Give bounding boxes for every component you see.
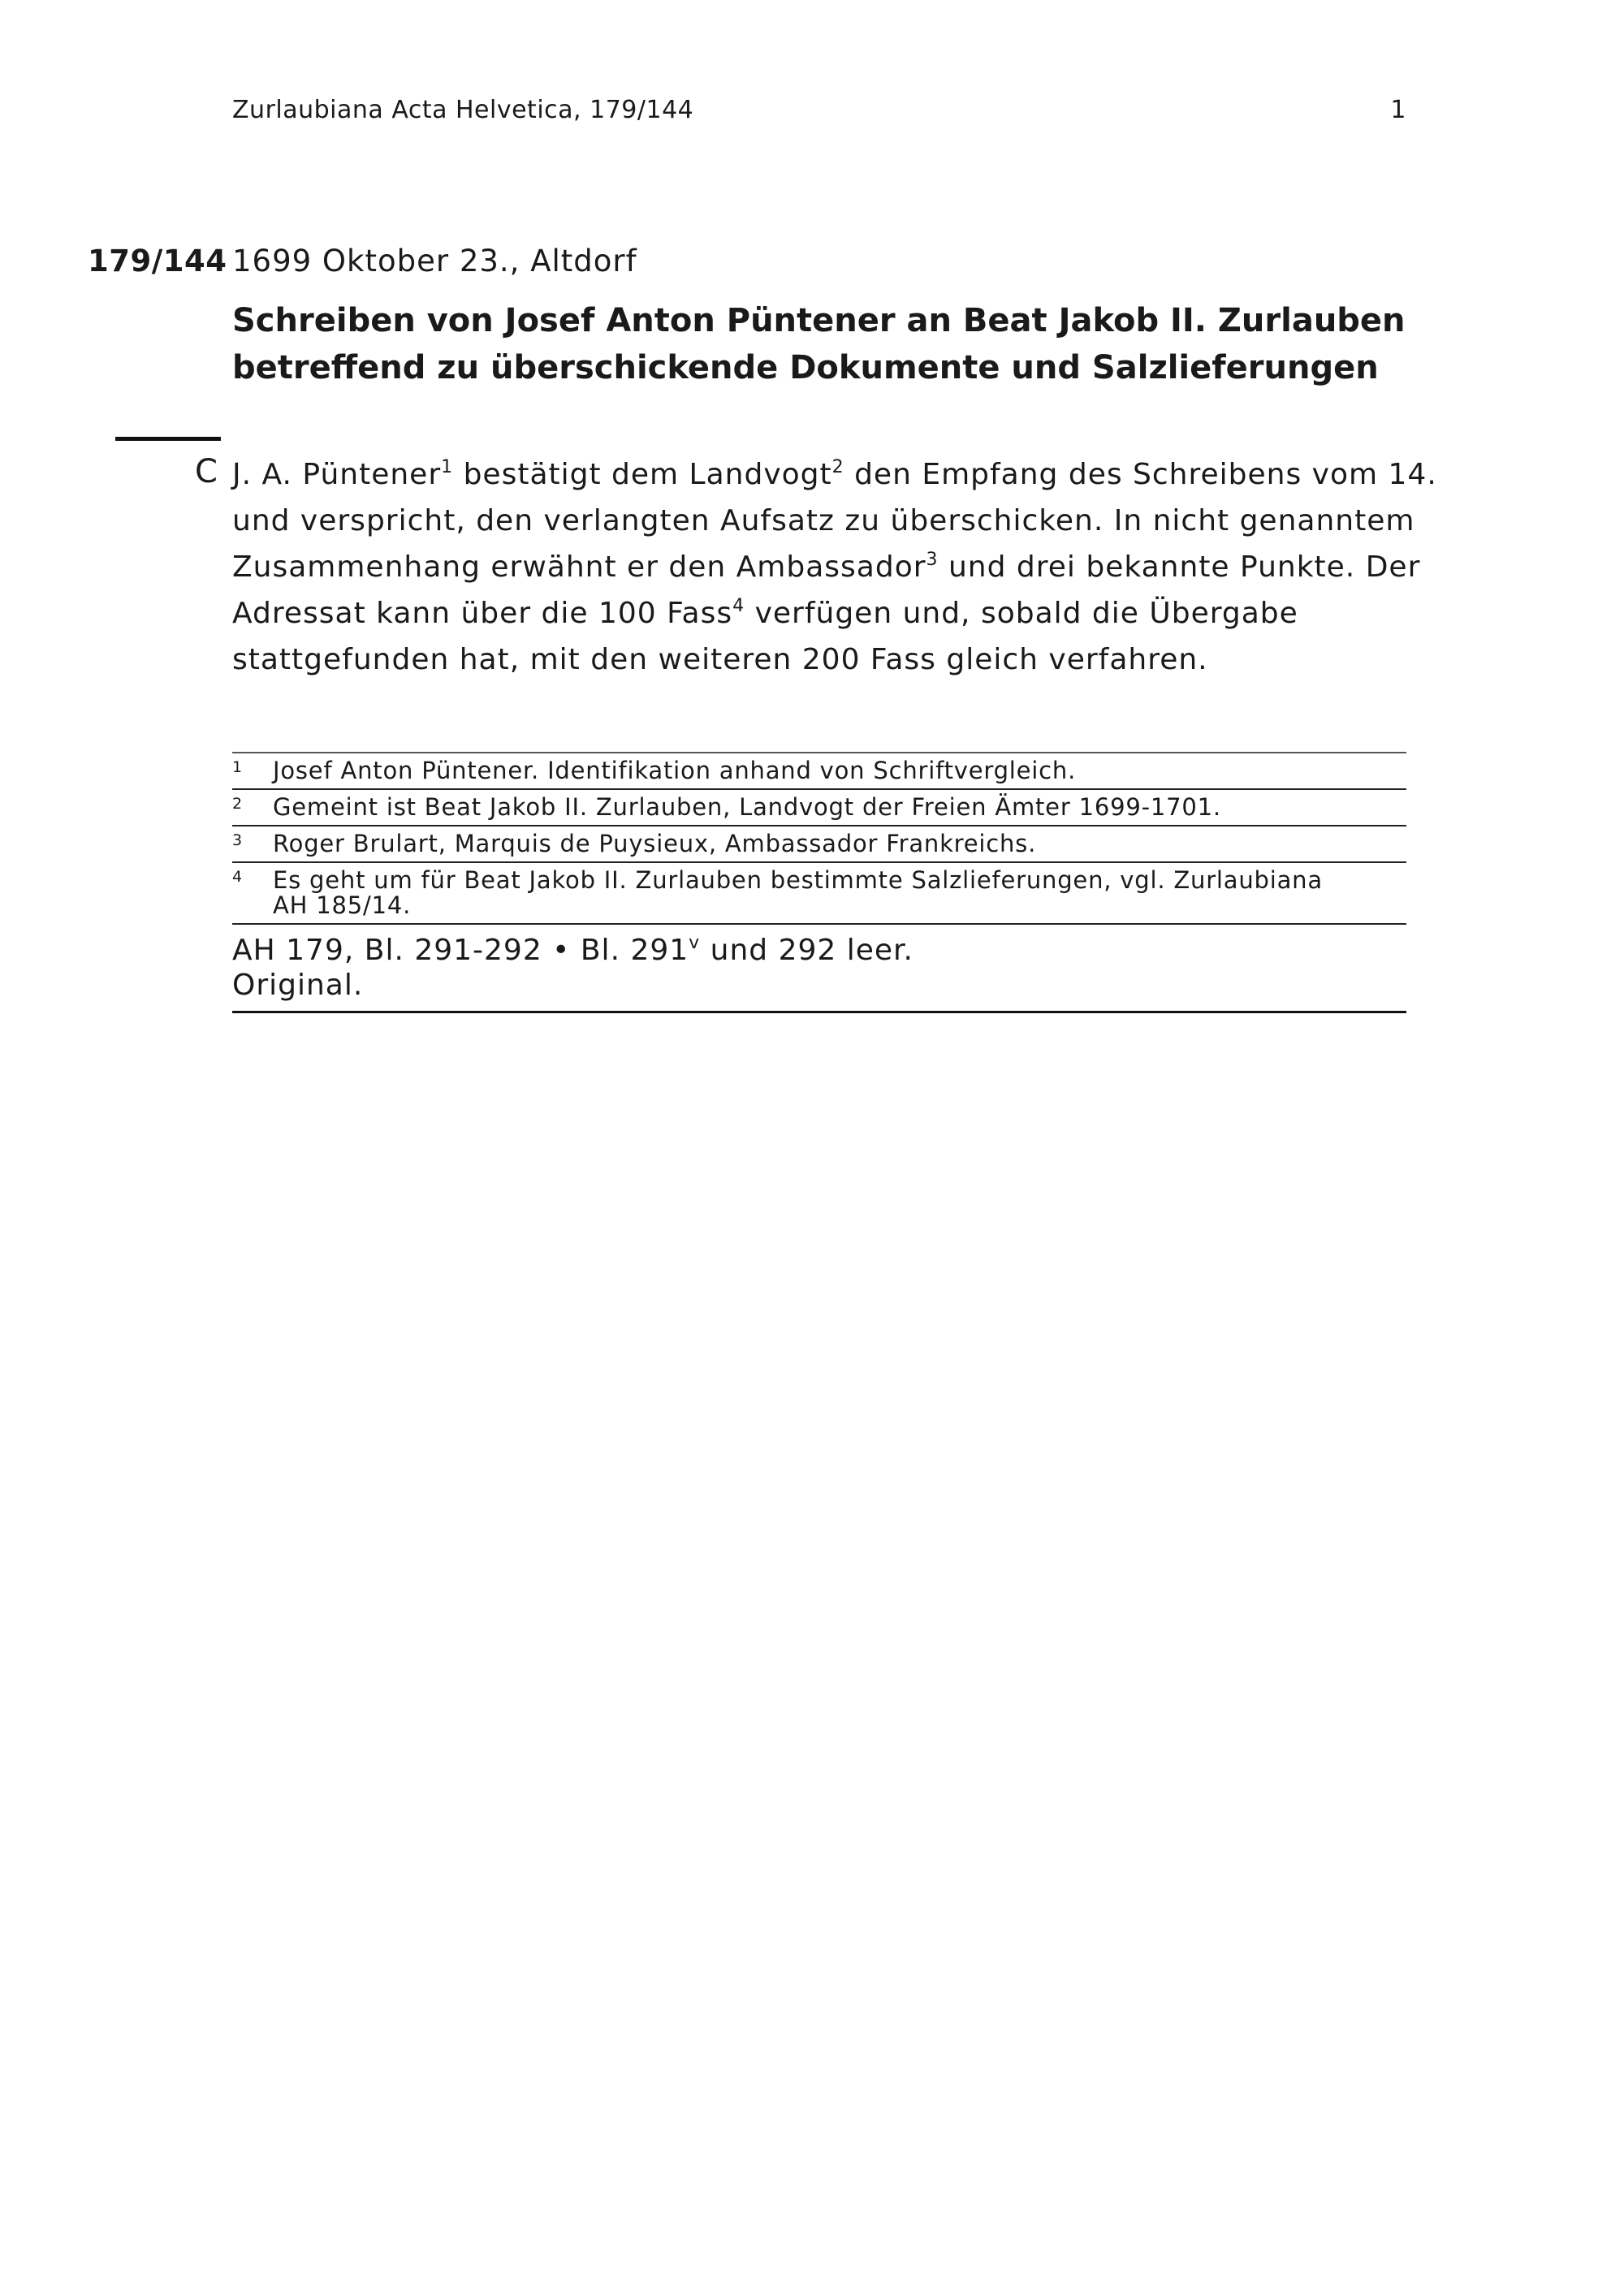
source-line-2: Original. [232, 969, 364, 1002]
footnote-1 [232, 753, 1406, 790]
footnote-text-continued: AH 185/14. [273, 891, 412, 919]
regest-line-2: und verspricht, den verlangten Aufsatz zu überschicken. In nicht genanntem [232, 504, 1415, 537]
footnote-ref-2[interactable]: 2 [831, 457, 844, 477]
margin-letter: C [195, 453, 218, 490]
footnote-mark: 4 [232, 868, 243, 886]
document-title-line-2: betreffend zu überschickende Dokumente und Salzlieferungen [232, 349, 1379, 386]
regest-text [232, 451, 1437, 683]
footnote-4 [232, 863, 1406, 925]
regest-line-5: stattgefunden hat, mit den weiteren 200 Fass gleich verfahren. [232, 643, 1208, 676]
page-number: 1 [1390, 96, 1406, 124]
footnote-text: Roger Brulart, Marquis de Puysieux, Ambassador Frankreichs. [273, 830, 1037, 857]
regest-text-segment: Adressat kann über die 100 Fass [232, 597, 733, 630]
source-line-1 [232, 933, 1406, 968]
regest-line-4 [232, 590, 1410, 637]
regest-text-segment: den Empfang des Schreibens vom 14. [844, 458, 1437, 491]
regest-text-segment: bestätigt dem Landvogt [453, 458, 832, 491]
footnote-mark: 1 [232, 758, 243, 776]
footnotes-apparatus [232, 752, 1406, 1013]
running-header [232, 96, 1406, 124]
regest-text-segment: und drei bekannte Punkte. Der [938, 550, 1421, 584]
series-title: Zurlaubiana Acta Helvetica, 179/144 [232, 96, 694, 124]
document-date-place: 1699 Oktober 23., Altdorf [232, 244, 637, 278]
footnote-mark: 2 [232, 795, 243, 813]
source-reference [232, 925, 1406, 1013]
footnote-text: Gemeint ist Beat Jakob II. Zurlauben, Landvogt der Freien Ämter 1699-1701. [273, 793, 1221, 821]
footnote-3 [232, 826, 1406, 863]
footnote-ref-4[interactable]: 4 [732, 596, 745, 616]
footnote-mark: 3 [232, 831, 243, 849]
footnote-text: Es geht um für Beat Jakob II. Zurlauben bestimmte Salzlieferungen, vgl. Zurlaubiana [273, 866, 1323, 894]
footnote-ref-1[interactable]: 1 [441, 457, 454, 477]
document-number: 179/144 [88, 244, 227, 278]
regest-text-segment: verfügen und, sobald die Übergabe [745, 597, 1298, 630]
regest-text-segment: Zusammenhang erwähnt er den Ambassador [232, 550, 926, 584]
footnote-2 [232, 790, 1406, 826]
footnote-ref-3[interactable]: 3 [926, 550, 939, 570]
source-text-segment: und 292 leer. [700, 934, 914, 967]
document-title [232, 297, 1406, 391]
regest-line-1 [232, 451, 1437, 498]
verso-mark: v [689, 933, 701, 953]
regest-text-segment: J. A. Püntener [232, 458, 442, 491]
regest-line-3 [232, 544, 1421, 590]
document-title-line-1: Schreiben von Josef Anton Püntener an Beat Jakob II. Zurlauben [232, 302, 1406, 339]
margin-rule [115, 437, 221, 441]
source-text-segment: AH 179, Bl. 291-292 • Bl. 291 [232, 934, 689, 967]
footnote-text: Josef Anton Püntener. Identifikation anhand von Schriftvergleich. [273, 757, 1077, 784]
